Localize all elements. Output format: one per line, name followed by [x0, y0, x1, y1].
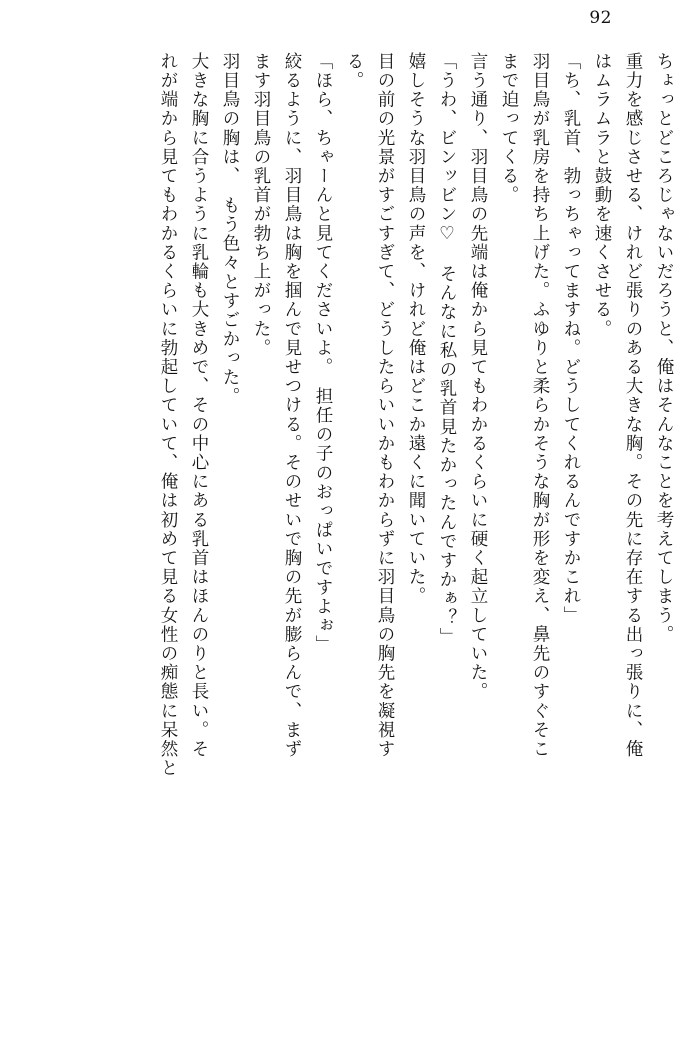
page-number: 92 [589, 8, 612, 28]
text-column: 羽目鳥が乳房を持ち上げた。ふゆりと柔らかそうな胸が形を変え、鼻先のすぐそこ [530, 52, 550, 759]
text-column: ちょっとどころじゃないだろうと、俺はそんなことを考えてしまう。 [654, 52, 674, 645]
text-column: る。 [344, 52, 364, 91]
text-column: 嬉しそうな羽目鳥の声を、けれど俺はどこか遠くに聞いていた。 [406, 52, 426, 606]
vertical-text-body [28, 52, 672, 1032]
text-column: 羽目鳥の胸は、 もう色々とすごかった。 [220, 52, 240, 407]
text-column: 「ほら、ちゃーんと見てくださいよ。 担任の子のおっぱいですよぉ」 [313, 52, 333, 655]
text-column: まで迫ってくる。 [499, 52, 519, 205]
text-column: 目の前の光景がすごすぎて、どうしたらいいかもわからずに羽目鳥の胸先を凝視す [375, 52, 395, 759]
text-column: 重力を感じさせる、けれど張りのある大きな胸。その先に存在する出っ張りに、俺 [623, 52, 643, 759]
text-column: 絞るように、羽目鳥は胸を掴んで見せつける。そのせいで胸の先が膨らんで、まず [282, 52, 302, 759]
text-column: 「ち、乳首、勃っちゃってますね。どうしてくれるんですかこれ」 [561, 52, 581, 625]
text-column: 大きな胸に合うように乳輪も大きめで、その中心にある乳首はほんのりと長い。そ [189, 52, 209, 759]
text-column: れが端から見てもわかるくらいに勃起していて、俺は初めて見る女性の痴態に呆然と [158, 52, 178, 778]
text-column: 言う通り、羽目鳥の先端は俺から見てもわかるくらいに硬く起立していた。 [468, 52, 488, 702]
text-column: ます羽目鳥の乳首が勃ち上がった。 [251, 52, 271, 358]
text-column: 「うわ、ビンッビン♡ そんなに私の乳首見たかったんですかぁ？」 [437, 52, 457, 647]
text-column: はムラムラと鼓動を速くさせる。 [592, 52, 612, 339]
